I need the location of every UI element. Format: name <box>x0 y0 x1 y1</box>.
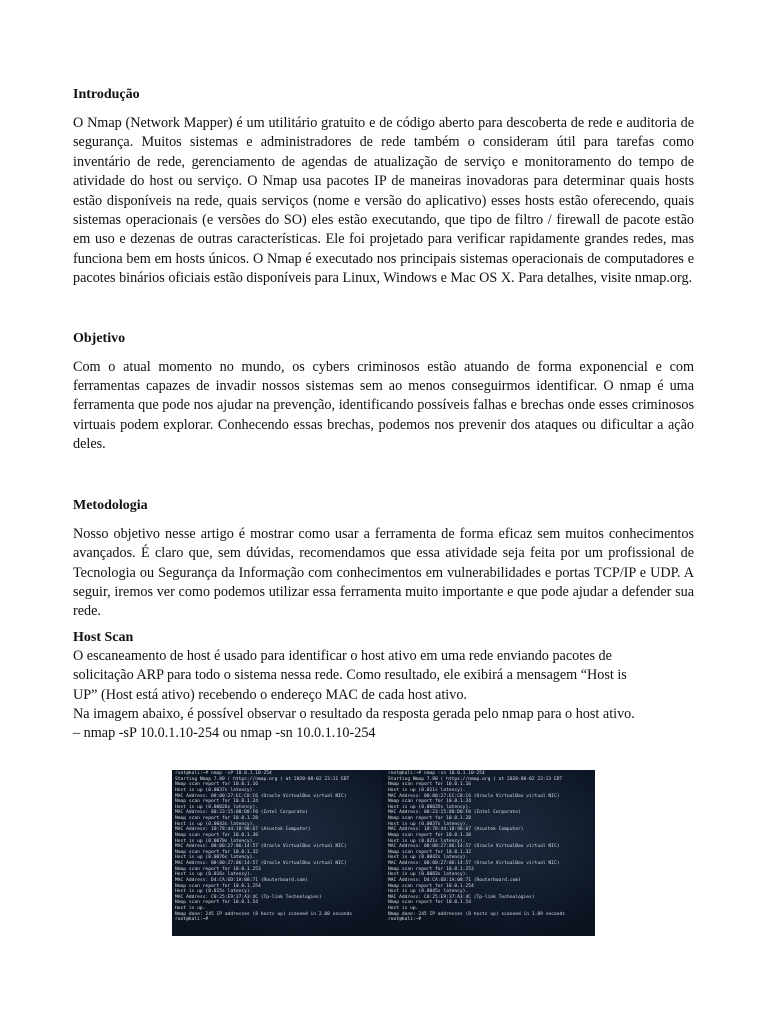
terminal-line: MAC Address: C0:25:E9:37:A3:4C (Tp-link Technologies) <box>175 894 322 900</box>
terminal-line: Host is up (0.0037s latency). <box>175 787 256 793</box>
terminal-left <box>172 770 382 936</box>
terminal-line: Host is up (0.011s latency). <box>388 787 466 793</box>
terminal-line: Nmap scan report for 10.0.1.54 <box>175 900 258 906</box>
terminal-line: Nmap scan report for 10.0.1.254 <box>175 883 261 889</box>
terminal-line: MAC Address: 08:00:27:EC:C8:C6 (Oracle VirtualBox virtual NIC) <box>388 793 560 799</box>
host-scan-text <box>73 647 694 744</box>
terminal-line: MAC Address: 08:00:27:06:14:57 (Oracle VirtualBox virtual NIC) <box>388 844 560 850</box>
terminal-line: root@kali:~# nmap -sP 10.0.1.10-254 <box>175 771 272 776</box>
terminal-line: MAC Address: 00:23:15:08:D0:F0 (Intel Corporate) <box>175 810 308 816</box>
terminal-line: MAC Address: 08:00:27:06:14:57 (Oracle VirtualBox virtual NIC) <box>175 844 347 850</box>
terminal-line: Nmap scan report for 10.0.1.24 <box>175 799 258 805</box>
terminal-right <box>385 770 595 936</box>
terminal-line: Host is up (0.0037s latency). <box>388 821 469 827</box>
terminal-line: Nmap scan report for 10.0.1.30 <box>175 832 258 838</box>
terminal-line: Host is up. <box>388 906 419 911</box>
terminal-line: Host is up (0.0070s latency). <box>175 838 256 844</box>
terminal-line: Host is up (0.0043s latency). <box>175 821 256 827</box>
host-scan-line: solicitação ARP para todo o sistema nessa rede. Como resultado, ele exibirá a mensagem “Host is <box>73 667 627 684</box>
terminal-line: MAC Address: 08:00:27:06:14:57 (Oracle VirtualBox virtual NIC) <box>388 861 560 866</box>
terminal-line: MAC Address: 10:78:44:18:98:67 (Asustek Computer) <box>175 827 311 833</box>
terminal-line: Nmap scan report for 10.0.1.253 <box>388 866 474 872</box>
terminal-line: root@kali:~# <box>175 917 211 923</box>
terminal-line: Nmap scan report for 10.0.1.253 <box>175 866 261 872</box>
host-scan-command-line: – nmap -sP 10.0.1.10-254 ou nmap -sn 10.0.1.10-254 <box>73 725 376 742</box>
terminal-line: root@kali:~# nmap -sn 10.0.1.10-254 <box>388 771 485 776</box>
terminal-screenshot <box>172 770 595 936</box>
terminal-line: Nmap done: 245 IP addresses (8 hosts up) scanned in 1.89 seconds <box>388 911 566 917</box>
terminal-line: MAC Address: 08:00:27:06:14:57 (Oracle VirtualBox virtual NIC) <box>175 861 347 866</box>
terminal-line: Nmap scan report for 10.0.1.32 <box>175 849 258 855</box>
terminal-line: Host is up (0.021s latency). <box>388 838 466 844</box>
terminal-line: Nmap scan report for 10.0.1.254 <box>388 883 474 889</box>
intro-paragraph: O Nmap (Network Mapper) é um utilitário gratuito e de código aberto para descoberta de rede e auditoria de segurança. Muitos sistemas e administradores de rede também o consideram útil para tarefas como inventário de rede, gerenciamento de agendas de atualização de serviço e monitoramento do tempo de atividade do host ou serviço. O Nmap usa pacotes IP de maneiras inovadoras para determinar quais hosts estão disponíveis na rede, quais serviços (nome e versão do aplicativo) esses hosts estão oferecendo, quais sistemas operacionais (e versões do SO) eles estão executando, que tipo de filtro / firewall de pacote estão em uso e dezenas de outras características. Ele foi projetado para verificar rapidamente grandes redes, mas funciona bem em hosts únicos. O Nmap é executado nos principais sistemas operacionais de computadores e pacotes binários oficiais estão disponíveis para Linux, Windows e Mac OS X. Para detalhes, visite nmap.org. <box>73 115 694 287</box>
terminal-line: Nmap scan report for 10.0.1.16 <box>388 782 471 788</box>
terminal-line: Nmap scan report for 10.0.1.30 <box>388 832 471 838</box>
terminal-line: root@kali:~# <box>388 917 424 923</box>
terminal-line: Host is up (0.0042s latency). <box>388 855 469 861</box>
methodology-paragraph: Nosso objetivo nesse artigo é mostrar como usar a ferramenta de forma eficaz sem muitos conhecimentos avançados. É claro que, sem dúvidas, recomendamos que essa atividade seja feita por um profissional de Tecnologia ou Segurança da Informação com conhecimentos em vulnerabilidades e portas TCP/IP e UDP. A seguir, iremos ver como podemos utilizar essa ferramenta muito importante e que pode ajudar a defender sua rede. <box>73 525 694 620</box>
host-scan-line: O escaneamento de host é usado para identificar o host ativo em uma rede enviando pacotes de <box>73 647 612 664</box>
terminal-line: Nmap scan report for 10.0.1.16 <box>175 782 258 788</box>
terminal-line: Host is up (0.016s latency). <box>175 872 253 878</box>
terminal-line: MAC Address: 08:00:27:EC:C8:C6 (Oracle VirtualBox virtual NIC) <box>175 793 347 799</box>
terminal-line: Nmap scan report for 10.0.1.32 <box>388 849 471 855</box>
terminal-line: MAC Address: 00:23:15:08:D0:F0 (Intel Corporate) <box>388 810 521 816</box>
terminal-line: Host is up (0.0045s latency). <box>388 889 469 895</box>
terminal-line: Host is up (0.0083s latency). <box>388 872 469 878</box>
terminal-line: Host is up. <box>175 906 206 911</box>
document-body <box>73 84 694 744</box>
terminal-line: MAC Address: D4:CA:6D:1A:08:71 (Routerboard.com) <box>388 877 521 883</box>
terminal-line: Nmap scan report for 10.0.1.28 <box>388 816 471 821</box>
terminal-line: Nmap scan report for 10.0.1.24 <box>388 799 471 805</box>
terminal-line: Nmap scan report for 10.0.1.54 <box>388 900 471 906</box>
methodology-heading: Metodologia <box>73 497 148 513</box>
objective-heading: Objetivo <box>73 330 126 346</box>
terminal-line: Host is up (0.0076s latency). <box>175 855 256 861</box>
terminal-line: Starting Nmap 7.80 ( https://nmap.org ) at 2020-08-02 23:11 EDT <box>175 776 350 782</box>
terminal-line: Host is up (0.00026s latency). <box>175 804 258 810</box>
host-scan-line: UP” (Host está ativo) recebendo o endereço MAC de cada host ativo. <box>73 686 467 703</box>
host-scan-line: Na imagem abaixo, é possível observar o resultado da resposta gerada pelo nmap para o host ativo. <box>73 705 635 722</box>
terminal-line: MAC Address: 10:78:44:18:98:67 (Asustek Computer) <box>388 827 524 833</box>
objective-paragraph: Com o atual momento no mundo, os cybers criminosos estão atuando de forma exponencial e com ferramentas capazes de invadir nossos sistemas sem ao menos conseguirmos identificar. O nmap é uma ferramenta que pode nos ajudar na prevenção, identificando possíveis falhas e brechas onde esses criminosos virtuais podem explorar. Conhecendo essas brechas, podemos nos prevenir dos ataques ou dificultar a ação deles. <box>73 358 694 453</box>
terminal-line: Nmap done: 245 IP addresses (8 hosts up) scanned in 2.08 seconds <box>175 911 353 917</box>
terminal-line: MAC Address: C0:25:E9:37:A3:4C (Tp-link Technologies) <box>388 894 535 900</box>
host-scan-heading: Host Scan <box>73 629 134 645</box>
terminal-line: Starting Nmap 7.80 ( https://nmap.org ) at 2020-08-02 23:13 EDT <box>388 776 563 782</box>
terminal-line: Host is up (0.00035s latency). <box>388 804 471 810</box>
intro-heading: Introdução <box>73 87 140 102</box>
terminal-line: Nmap scan report for 10.0.1.28 <box>175 816 258 821</box>
terminal-line: Host is up (0.015s latency). <box>175 889 253 895</box>
terminal-line: MAC Address: D4:CA:6D:1A:08:71 (Routerboard.com) <box>175 877 308 883</box>
